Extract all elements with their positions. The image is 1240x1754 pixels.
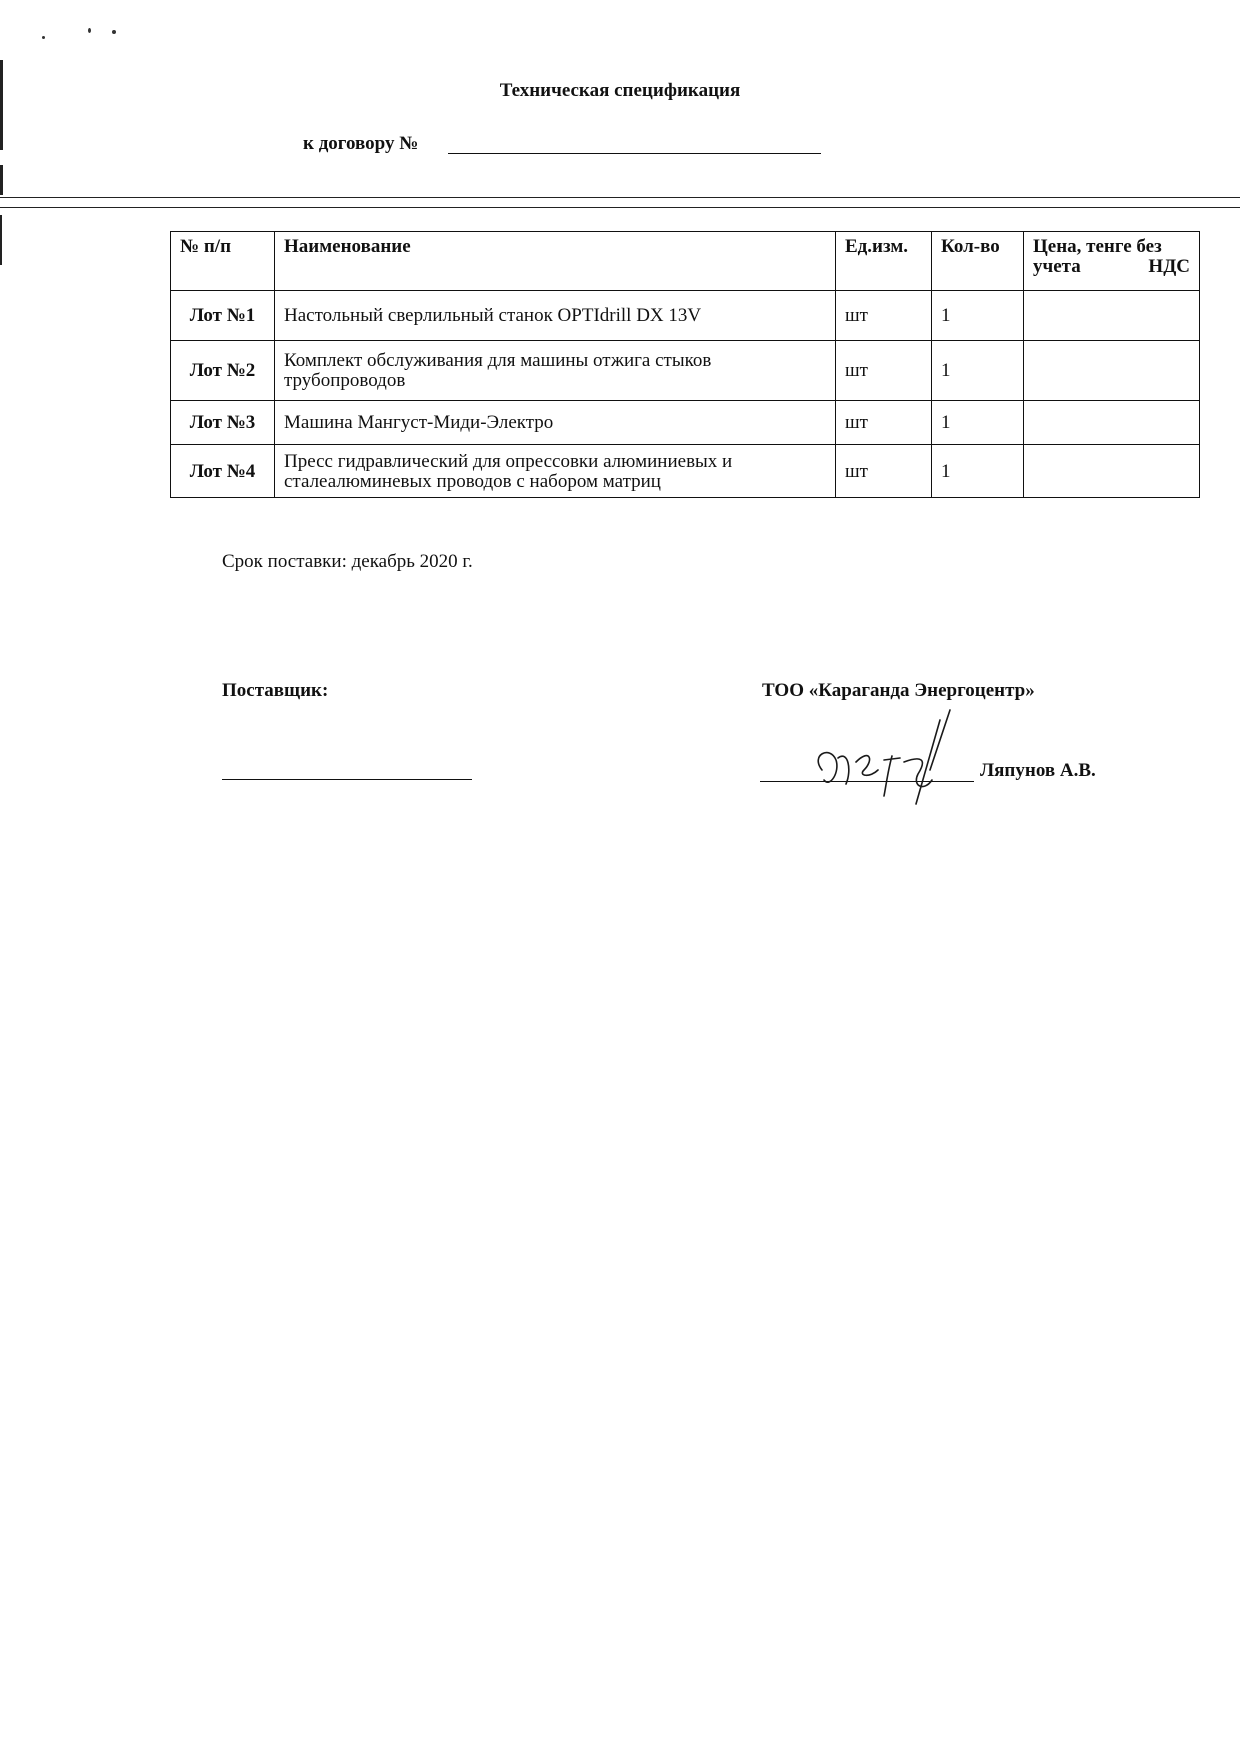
lot-number: Лот №1 xyxy=(171,291,275,341)
item-name: Машина Мангуст-Миди-Электро xyxy=(275,401,836,445)
header-price: Цена, тенге без учета НДС xyxy=(1024,232,1200,291)
header-unit: Ед.изм. xyxy=(836,232,932,291)
lot-number: Лот №2 xyxy=(171,341,275,401)
item-price xyxy=(1024,401,1200,445)
handwritten-signature xyxy=(800,700,990,810)
table-row xyxy=(171,291,1200,341)
item-unit: шт xyxy=(836,445,932,498)
item-name: Настольный сверлильный станок OPTIdrill DX 13V xyxy=(275,291,836,341)
scan-speck xyxy=(88,28,91,33)
document-subtitle: к договору № xyxy=(303,133,419,154)
item-qty: 1 xyxy=(932,341,1024,401)
scan-edge-mark xyxy=(0,165,3,195)
item-qty: 1 xyxy=(932,401,1024,445)
scan-border-line xyxy=(0,207,1240,208)
lot-number: Лот №4 xyxy=(171,445,275,498)
scan-speck xyxy=(112,30,116,34)
item-name: Комплект обслуживания для машины отжига стыков трубопроводов xyxy=(275,341,836,401)
scan-speck xyxy=(42,36,45,39)
table-row xyxy=(171,445,1200,498)
table-row xyxy=(171,401,1200,445)
item-unit: шт xyxy=(836,401,932,445)
header-num: № п/п xyxy=(171,232,275,291)
item-name: Пресс гидравлический для опрессовки алюминиевых и сталеалюминевых проводов с набором матриц xyxy=(275,445,836,498)
header-name: Наименование xyxy=(275,232,836,291)
table-header-row xyxy=(171,232,1200,291)
scan-border-line xyxy=(0,197,1240,198)
table-row xyxy=(171,341,1200,401)
signer-name: Ляпунов А.В. xyxy=(980,760,1096,781)
supplier-label: Поставщик: xyxy=(222,680,329,701)
item-unit: шт xyxy=(836,341,932,401)
supplier-signature-line xyxy=(222,779,472,780)
item-price xyxy=(1024,291,1200,341)
item-qty: 1 xyxy=(932,291,1024,341)
company-name: ТОО «Караганда Энергоцентр» xyxy=(762,680,1035,701)
lot-number: Лот №3 xyxy=(171,401,275,445)
item-unit: шт xyxy=(836,291,932,341)
item-price xyxy=(1024,341,1200,401)
contract-number-blank xyxy=(448,153,821,154)
scan-edge-mark xyxy=(0,215,2,265)
item-price xyxy=(1024,445,1200,498)
delivery-term: Срок поставки: декабрь 2020 г. xyxy=(222,551,473,572)
specification-table xyxy=(170,231,1200,498)
document-title: Техническая спецификация xyxy=(499,80,741,101)
header-qty: Кол-во xyxy=(932,232,1024,291)
scan-edge-mark xyxy=(0,60,3,150)
item-qty: 1 xyxy=(932,445,1024,498)
